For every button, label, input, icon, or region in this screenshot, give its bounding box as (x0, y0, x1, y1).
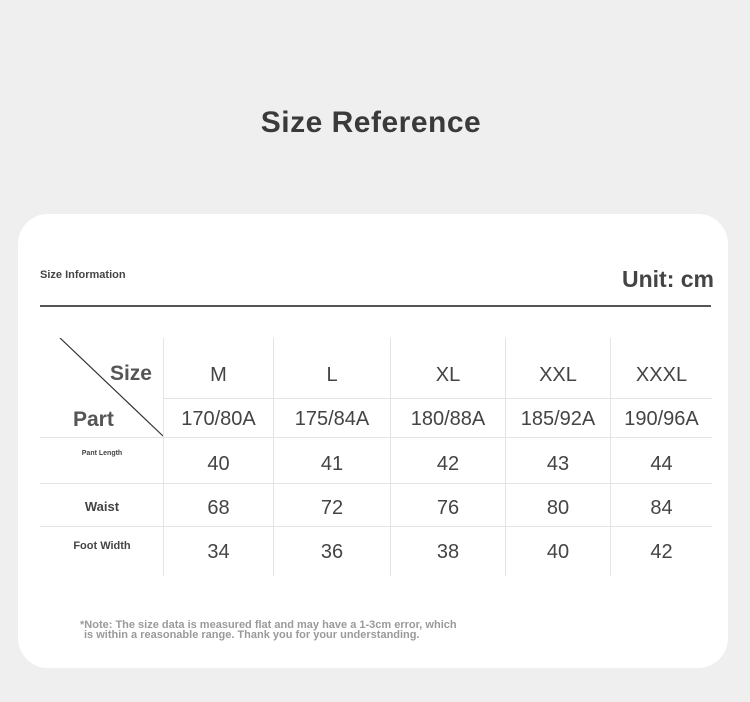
table-cell: 42 (436, 453, 460, 475)
table-cell: 40 (546, 541, 570, 563)
table-cell: 72 (320, 497, 344, 519)
page-title: Size Reference (260, 106, 482, 139)
note-line-1: *Note: The size data is measured flat and may have a 1-3cm error, which (80, 619, 457, 631)
table-cell: 40 (207, 453, 230, 475)
size-table (40, 338, 712, 576)
table-corner-cell (40, 338, 164, 437)
size-code: 180/88A (410, 408, 486, 430)
table-cell: 44 (650, 453, 673, 475)
table-cell: 68 (207, 497, 230, 519)
table-cell: 41 (320, 453, 344, 475)
note-line-2: is within a reasonable range. Thank you for your understanding. (84, 629, 420, 641)
table-cell: 80 (546, 497, 570, 519)
size-code: 190/96A (624, 408, 699, 430)
row-label-foot-width: Foot Width (73, 540, 131, 552)
unit-label: Unit: cm (622, 266, 714, 292)
size-card (18, 214, 728, 668)
size-header-xxxl: XXXL (635, 364, 688, 386)
table-cell: 42 (650, 541, 673, 563)
size-code: 175/84A (294, 408, 370, 430)
table-cell: 84 (650, 497, 673, 519)
size-code: 170/80A (181, 408, 256, 430)
table-cell: 43 (546, 453, 570, 475)
row-label-pant-length: Pant Length (81, 450, 123, 457)
table-cell: 38 (436, 541, 460, 563)
size-header-m: M (210, 364, 227, 386)
corner-part-label: Part (73, 408, 114, 431)
size-code: 185/92A (520, 408, 596, 430)
table-cell: 76 (436, 497, 460, 519)
row-divider (40, 437, 712, 438)
row-divider (40, 483, 712, 484)
table-cell: 36 (320, 541, 344, 563)
corner-size-label: Size (109, 362, 152, 385)
size-header-l: L (326, 364, 338, 386)
size-header-xxl: XXL (539, 364, 577, 386)
size-information-label: Size Information (40, 269, 126, 281)
header-divider (40, 305, 711, 307)
size-header-xl: XL (435, 364, 461, 386)
table-cell: 34 (207, 541, 230, 563)
row-divider (164, 398, 712, 399)
row-label-waist: Waist (84, 499, 120, 514)
row-divider (40, 526, 712, 527)
size-note (80, 620, 540, 640)
